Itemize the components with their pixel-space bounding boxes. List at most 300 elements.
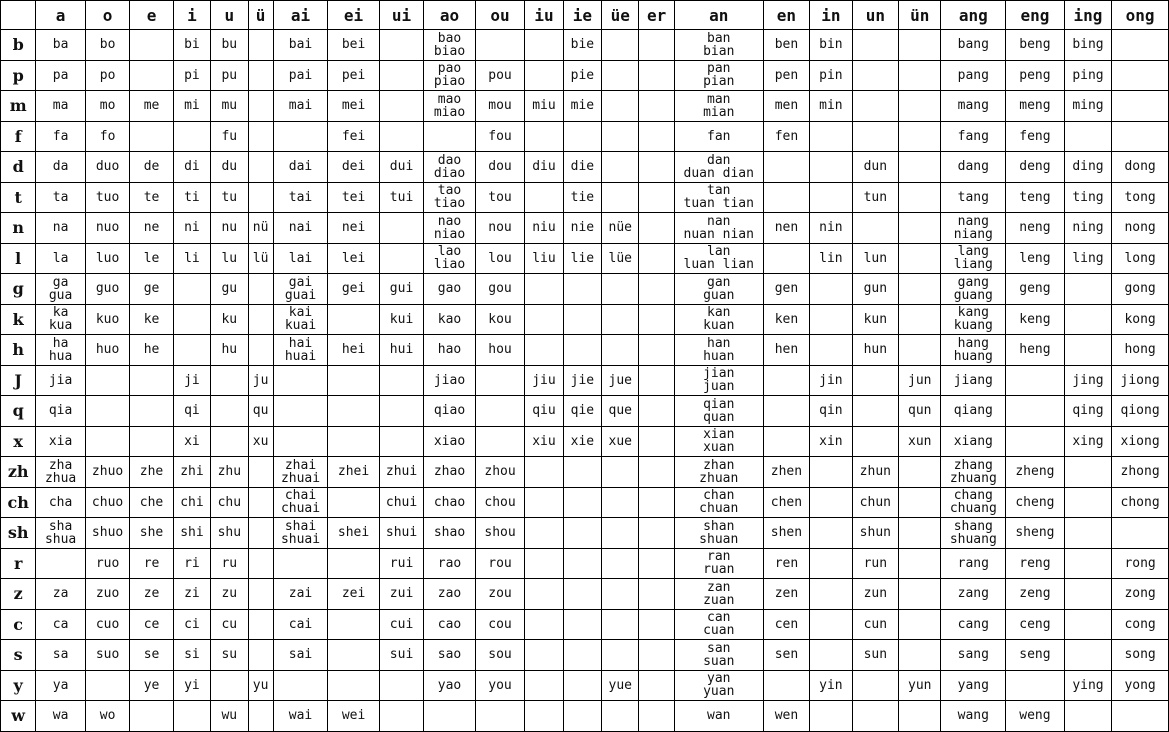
syllable-cell (810, 30, 852, 61)
syllable-text: wan (707, 708, 731, 724)
syllable-text: hang (957, 335, 989, 351)
syllable-cell (328, 487, 380, 518)
syllable-text: niang (953, 226, 993, 242)
syllable-cell (248, 457, 273, 488)
final-header: ao (424, 1, 476, 30)
syllable-cell (525, 274, 563, 305)
syllable-text: zhuang (949, 470, 997, 486)
syllable-cell (525, 548, 563, 579)
syllable-cell (1112, 548, 1169, 579)
syllable-cell (763, 60, 809, 91)
finals-header-row (1, 1, 1169, 30)
syllable-cell (602, 274, 639, 305)
initial-header: x (1, 426, 36, 457)
syllable-cell (211, 91, 248, 122)
syllable-cell (852, 518, 898, 549)
syllable-cell (563, 152, 601, 183)
syllable-text: jue (608, 372, 632, 388)
syllable-cell (475, 365, 525, 396)
syllable-text: sui (389, 647, 414, 663)
syllable-text: wu (221, 708, 238, 724)
syllable-cell (1112, 60, 1169, 91)
syllable-text: zhang (953, 457, 993, 473)
table-row (1, 60, 1169, 91)
syllable-text: man (707, 91, 731, 107)
syllable-text: ni (184, 220, 200, 236)
syllable-cell (85, 365, 129, 396)
syllable-cell (674, 487, 763, 518)
syllable-cell (899, 30, 941, 61)
syllable-text: wang (957, 708, 989, 724)
table-row (1, 335, 1169, 366)
syllable-cell (328, 701, 380, 732)
syllable-text: jiu (532, 372, 556, 388)
syllable-cell (763, 579, 809, 610)
syllable-cell (1006, 548, 1065, 579)
syllable-text: chu (217, 494, 242, 510)
syllable-cell (525, 213, 563, 244)
syllable-cell (211, 487, 248, 518)
syllable-text: beng (1019, 37, 1051, 53)
syllable-cell (173, 335, 210, 366)
syllable-cell (639, 518, 674, 549)
syllable-cell (130, 579, 173, 610)
syllable-text: chang (953, 488, 993, 504)
syllable-text: leng (1019, 250, 1051, 266)
syllable-text: ning (1072, 220, 1104, 236)
syllable-text: huang (953, 348, 993, 364)
syllable-text: nuo (95, 220, 120, 236)
syllable-text: lou (488, 250, 512, 266)
syllable-cell (852, 304, 898, 335)
syllable-text: hen (774, 342, 799, 358)
syllable-text: lin (819, 250, 843, 266)
syllable-text: xi (184, 433, 200, 449)
syllable-cell (810, 304, 852, 335)
syllable-text: sen (774, 647, 799, 663)
syllable-cell (810, 701, 852, 732)
syllable-cell (248, 365, 273, 396)
syllable-text: ta (52, 189, 69, 205)
syllable-text: gun (863, 281, 888, 297)
syllable-cell (424, 335, 476, 366)
syllable-cell (1006, 426, 1065, 457)
syllable-cell (674, 30, 763, 61)
syllable-text: ye (143, 677, 160, 693)
syllable-cell (248, 487, 273, 518)
syllable-text: heng (1019, 342, 1051, 358)
syllable-cell (941, 121, 1006, 152)
syllable-cell (273, 304, 328, 335)
syllable-cell (639, 274, 674, 305)
syllable-text: cha (48, 494, 73, 510)
syllable-cell (173, 91, 210, 122)
table-row (1, 152, 1169, 183)
syllable-cell (36, 304, 86, 335)
syllable-cell (899, 457, 941, 488)
syllable-text: neng (1019, 220, 1051, 236)
syllable-cell (810, 152, 852, 183)
syllable-cell (941, 457, 1006, 488)
syllable-text: zai (288, 586, 313, 602)
syllable-text: su (221, 647, 238, 663)
syllable-cell (328, 152, 380, 183)
syllable-text: sou (488, 647, 512, 663)
syllable-text: yuan (703, 684, 735, 700)
initial-header: m (1, 91, 36, 122)
syllable-cell (810, 365, 852, 396)
syllable-text: xiang (953, 433, 993, 449)
syllable-cell (602, 487, 639, 518)
syllable-text: zi (184, 586, 200, 602)
syllable-text: lie (570, 250, 595, 266)
syllable-cell (763, 274, 809, 305)
syllable-cell (1006, 60, 1065, 91)
syllable-cell (563, 457, 601, 488)
syllable-text: te (143, 189, 160, 205)
syllable-text: quan (703, 409, 735, 425)
syllable-text: xue (608, 433, 632, 449)
syllable-cell (674, 60, 763, 91)
syllable-text: song (1124, 647, 1156, 663)
syllable-cell (852, 701, 898, 732)
syllable-cell (273, 121, 328, 152)
syllable-cell (899, 213, 941, 244)
syllable-cell (1112, 30, 1169, 61)
syllable-cell (810, 182, 852, 213)
syllable-cell (941, 365, 1006, 396)
syllable-cell (475, 396, 525, 427)
syllable-cell (211, 243, 248, 274)
syllable-cell (211, 213, 248, 244)
syllable-text: xiao (433, 433, 466, 449)
table-row (1, 243, 1169, 274)
syllable-text: zen (774, 586, 799, 602)
syllable-cell (85, 548, 129, 579)
syllable-cell (1112, 426, 1169, 457)
syllable-cell (810, 91, 852, 122)
syllable-cell (424, 426, 476, 457)
syllable-cell (36, 457, 86, 488)
syllable-cell (810, 335, 852, 366)
syllable-text: xian (703, 427, 735, 443)
syllable-text: ren (774, 555, 799, 571)
syllable-cell (852, 640, 898, 671)
syllable-text: cen (774, 616, 799, 632)
table-row (1, 426, 1169, 457)
syllable-text: zang (957, 586, 989, 602)
syllable-cell (424, 670, 476, 701)
syllable-cell (273, 640, 328, 671)
syllable-cell (852, 30, 898, 61)
final-header: ie (563, 1, 601, 30)
syllable-text: qiong (1120, 403, 1160, 419)
syllable-cell (211, 30, 248, 61)
syllable-text: pou (488, 67, 512, 83)
syllable-cell (1006, 121, 1065, 152)
syllable-text: hun (863, 342, 888, 358)
syllable-text: bu (221, 37, 238, 53)
syllable-cell (130, 640, 173, 671)
final-header: ang (941, 1, 1006, 30)
syllable-text: mi (184, 98, 200, 114)
syllable-text: wai (288, 708, 313, 724)
syllable-cell (475, 518, 525, 549)
syllable-cell (941, 30, 1006, 61)
syllable-text: keng (1019, 311, 1051, 327)
syllable-cell (674, 548, 763, 579)
syllable-cell (674, 396, 763, 427)
syllable-cell (130, 426, 173, 457)
initial-header: f (1, 121, 36, 152)
syllable-cell (852, 152, 898, 183)
syllable-text: chou (484, 494, 516, 510)
syllable-text: jun (908, 372, 932, 388)
syllable-text: wen (774, 708, 799, 724)
syllable-cell (1006, 30, 1065, 61)
syllable-cell (674, 121, 763, 152)
syllable-cell (674, 365, 763, 396)
syllable-cell (85, 30, 129, 61)
syllable-text: yao (437, 677, 462, 693)
syllable-text: duo (95, 159, 120, 175)
syllable-text: zhuo (91, 464, 124, 480)
syllable-text: bi (184, 37, 200, 53)
table-row (1, 457, 1169, 488)
syllable-cell (248, 30, 273, 61)
syllable-text: you (488, 677, 512, 693)
final-header: ou (475, 1, 525, 30)
syllable-text: zan (707, 579, 731, 595)
syllable-cell (475, 548, 525, 579)
syllable-cell (639, 152, 674, 183)
syllable-text: tui (389, 189, 414, 205)
syllable-cell (475, 640, 525, 671)
syllable-cell (1064, 335, 1111, 366)
syllable-cell (639, 182, 674, 213)
syllable-cell (1064, 30, 1111, 61)
syllable-cell (941, 609, 1006, 640)
syllable-cell (563, 579, 601, 610)
final-header: en (763, 1, 809, 30)
syllable-cell (475, 60, 525, 91)
syllable-cell (85, 518, 129, 549)
syllable-cell (525, 243, 563, 274)
syllable-cell (424, 457, 476, 488)
initial-header: c (1, 609, 36, 640)
syllable-cell (36, 335, 86, 366)
syllable-text: chui (385, 494, 418, 510)
syllable-cell (852, 121, 898, 152)
syllable-cell (85, 274, 129, 305)
syllable-text: tiao (433, 196, 466, 212)
syllable-cell (211, 457, 248, 488)
syllable-cell (563, 548, 601, 579)
syllable-cell (130, 548, 173, 579)
syllable-text: shai (284, 518, 317, 534)
syllable-text: jiang (953, 372, 993, 388)
syllable-cell (525, 60, 563, 91)
syllable-text: ri (184, 555, 200, 571)
syllable-cell (130, 670, 173, 701)
syllable-cell (1064, 579, 1111, 610)
initial-header: sh (1, 518, 36, 549)
syllable-cell (424, 30, 476, 61)
syllable-cell (563, 121, 601, 152)
syllable-cell (602, 182, 639, 213)
syllable-cell (563, 396, 601, 427)
syllable-text: qiang (953, 403, 993, 419)
syllable-cell (36, 548, 86, 579)
syllable-cell (130, 365, 173, 396)
syllable-text: qie (570, 403, 595, 419)
syllable-text: dang (957, 159, 989, 175)
syllable-text: ruan (703, 562, 735, 578)
syllable-text: zhuan (699, 470, 739, 486)
syllable-text: fou (488, 128, 512, 144)
syllable-text: suo (95, 647, 120, 663)
syllable-text: gui (389, 281, 414, 297)
syllable-cell (602, 609, 639, 640)
syllable-cell (475, 579, 525, 610)
syllable-cell (475, 91, 525, 122)
syllable-cell (273, 487, 328, 518)
final-header: a (36, 1, 86, 30)
syllable-text: fang (957, 128, 989, 144)
syllable-cell (941, 426, 1006, 457)
syllable-cell (475, 121, 525, 152)
syllable-cell (1112, 304, 1169, 335)
syllable-cell (1064, 243, 1111, 274)
syllable-text: zhou (484, 464, 516, 480)
syllable-cell (1064, 640, 1111, 671)
syllable-text: sheng (1015, 525, 1055, 541)
syllable-cell (899, 152, 941, 183)
syllable-cell (899, 182, 941, 213)
syllable-cell (424, 243, 476, 274)
syllable-cell (130, 182, 173, 213)
syllable-cell (1064, 91, 1111, 122)
syllable-cell (379, 670, 423, 701)
syllable-cell (273, 182, 328, 213)
syllable-cell (602, 457, 639, 488)
syllable-cell (379, 426, 423, 457)
syllable-cell (273, 60, 328, 91)
syllable-text: sha (48, 518, 73, 534)
syllable-cell (563, 701, 601, 732)
syllable-cell (1006, 609, 1065, 640)
syllable-text: shao (433, 525, 466, 541)
syllable-text: yun (908, 677, 932, 693)
syllable-cell (85, 335, 129, 366)
syllable-text: pen (774, 67, 799, 83)
syllable-cell (639, 121, 674, 152)
syllable-cell (273, 518, 328, 549)
syllable-cell (173, 121, 210, 152)
syllable-cell (130, 243, 173, 274)
syllable-cell (328, 457, 380, 488)
syllable-text: rui (389, 555, 414, 571)
syllable-cell (379, 548, 423, 579)
syllable-cell (941, 91, 1006, 122)
syllable-text: zuo (95, 586, 120, 602)
syllable-text: ma (52, 98, 69, 114)
syllable-cell (273, 457, 328, 488)
syllable-cell (273, 274, 328, 305)
syllable-text: pan (707, 61, 731, 77)
syllable-cell (273, 579, 328, 610)
initial-header: b (1, 30, 36, 61)
syllable-text: huan (703, 348, 735, 364)
final-header: un (852, 1, 898, 30)
syllable-cell (525, 518, 563, 549)
syllable-cell (273, 701, 328, 732)
syllable-text: qian (703, 396, 735, 412)
syllable-text: gan (707, 274, 731, 290)
syllable-cell (1064, 670, 1111, 701)
syllable-cell (211, 274, 248, 305)
syllable-cell (763, 121, 809, 152)
syllable-cell (248, 121, 273, 152)
syllable-cell (1064, 365, 1111, 396)
syllable-text: yong (1124, 677, 1156, 693)
syllable-text: hai (288, 335, 313, 351)
syllable-cell (899, 335, 941, 366)
syllable-cell (85, 182, 129, 213)
syllable-cell (1064, 121, 1111, 152)
syllable-text: tu (221, 189, 238, 205)
syllable-cell (36, 30, 86, 61)
syllable-cell (248, 426, 273, 457)
syllable-text: zei (341, 586, 366, 602)
syllable-cell (475, 426, 525, 457)
syllable-cell (1112, 579, 1169, 610)
syllable-text: zuan (703, 592, 735, 608)
syllable-cell (424, 152, 476, 183)
syllable-cell (763, 640, 809, 671)
syllable-cell (475, 30, 525, 61)
syllable-cell (211, 518, 248, 549)
syllable-text: pin (819, 67, 843, 83)
syllable-text: qin (819, 403, 843, 419)
syllable-text: li (184, 250, 200, 266)
syllable-cell (379, 701, 423, 732)
syllable-text: xia (48, 433, 73, 449)
syllable-cell (211, 426, 248, 457)
syllable-cell (273, 548, 328, 579)
syllable-cell (941, 152, 1006, 183)
syllable-text: ruo (95, 555, 120, 571)
initial-header: h (1, 335, 36, 366)
syllable-text: ji (184, 372, 200, 388)
syllable-cell (328, 670, 380, 701)
syllable-cell (1006, 182, 1065, 213)
syllable-cell (173, 640, 210, 671)
syllable-text: me (143, 98, 160, 114)
syllable-cell (602, 579, 639, 610)
syllable-cell (525, 457, 563, 488)
syllable-cell (1112, 243, 1169, 274)
syllable-text: pu (221, 67, 238, 83)
syllable-cell (1006, 335, 1065, 366)
syllable-cell (1112, 487, 1169, 518)
final-header: eng (1006, 1, 1065, 30)
syllable-text: gei (341, 281, 366, 297)
syllable-text: bing (1072, 37, 1104, 53)
syllable-text: zhai (284, 457, 317, 473)
syllable-text: ming (1072, 98, 1104, 114)
syllable-cell (899, 274, 941, 305)
